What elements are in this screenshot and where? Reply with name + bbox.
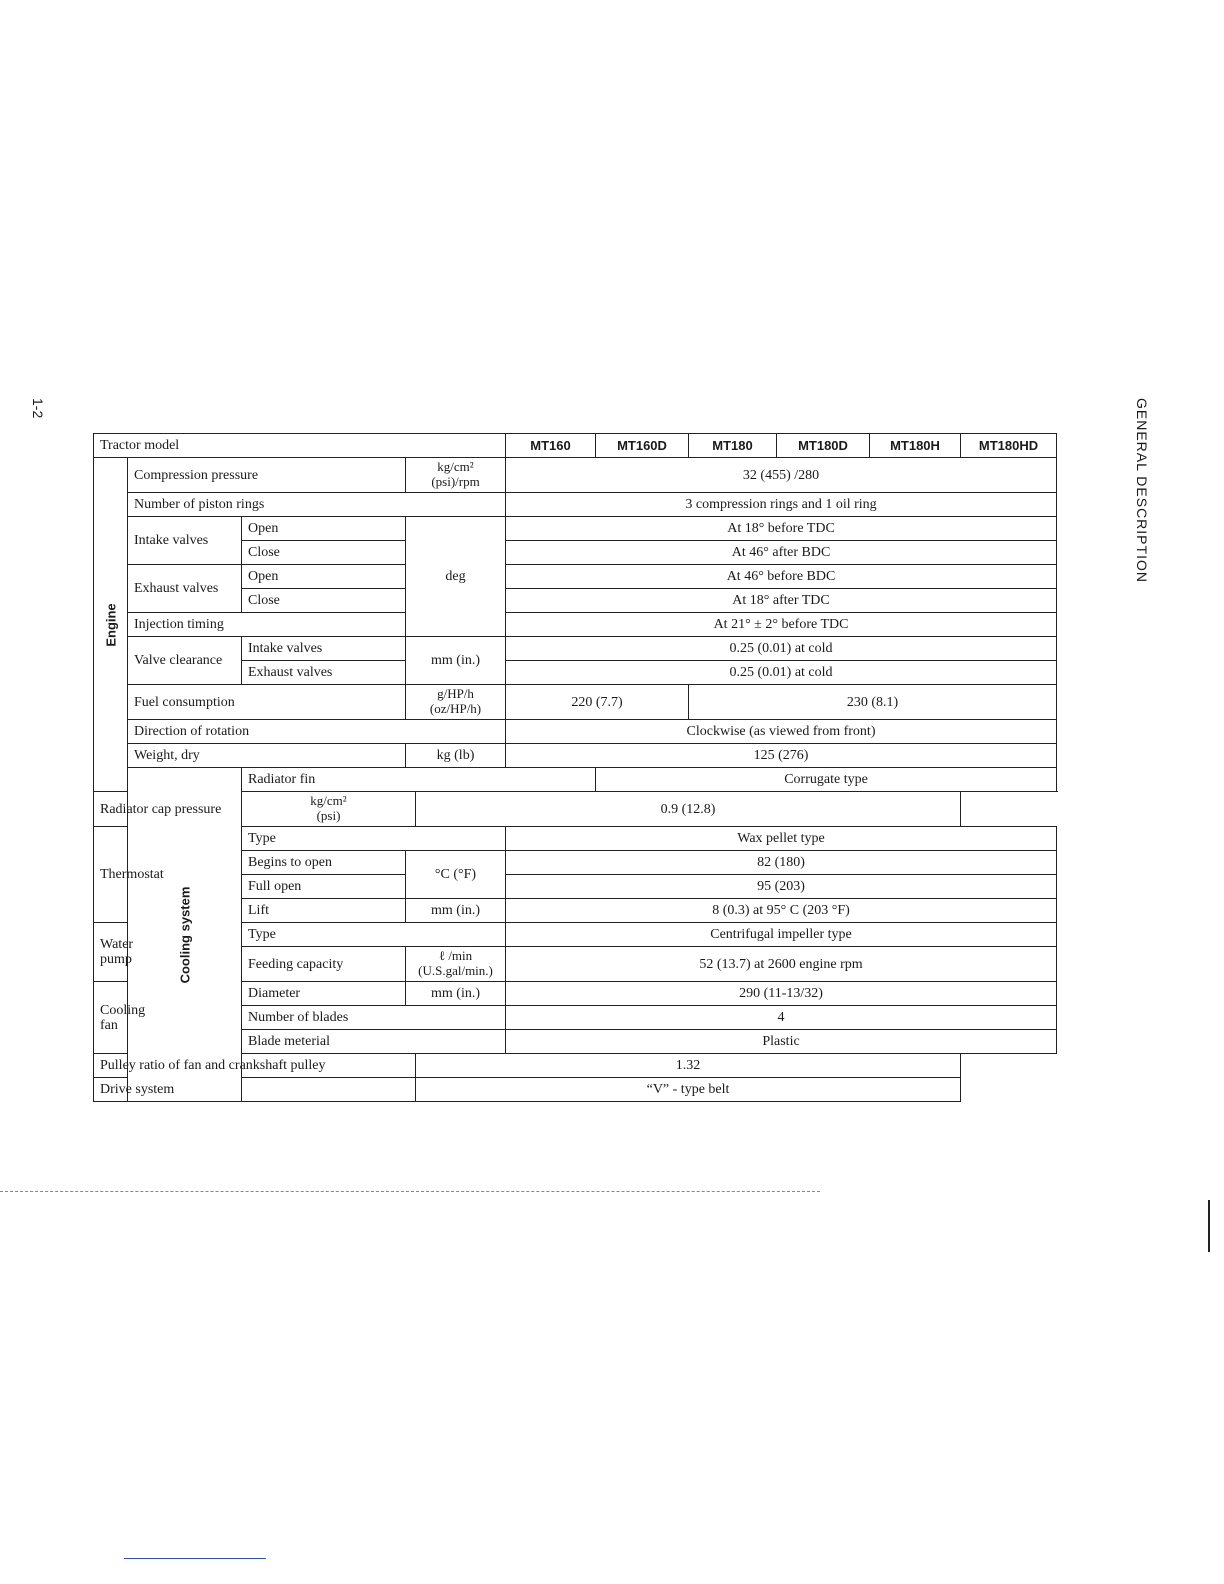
engine-section bbox=[94, 458, 128, 792]
unit-cell: mm (in.) bbox=[406, 982, 506, 1006]
unit-cell: mm (in.) bbox=[406, 899, 506, 923]
sub-label: Blade meterial bbox=[242, 1030, 506, 1054]
value-cell: 52 (13.7) at 2600 engine rpm bbox=[506, 947, 1057, 982]
row-label: Direction of rotation bbox=[128, 720, 506, 744]
sub-label: Exhaust valves bbox=[242, 661, 406, 685]
unit-cell bbox=[406, 947, 506, 982]
table-row bbox=[94, 613, 1057, 637]
model-header: MT180 bbox=[689, 434, 777, 458]
value-cell: 230 (8.1) bbox=[689, 685, 1057, 720]
cooling-section bbox=[128, 768, 242, 1102]
table-row bbox=[94, 720, 1057, 744]
sub-label: Type bbox=[242, 923, 506, 947]
row-label: Valve clearance bbox=[128, 637, 242, 685]
unit-line: kg/cm² bbox=[437, 459, 474, 474]
spec-table bbox=[93, 433, 1057, 1102]
model-header: MT180HD bbox=[961, 434, 1057, 458]
unit-line: (psi) bbox=[316, 808, 341, 823]
unit-cell: mm (in.) bbox=[406, 637, 506, 685]
table-row bbox=[94, 685, 1057, 720]
value-cell: Wax pellet type bbox=[506, 827, 1057, 851]
header-row bbox=[94, 434, 1057, 458]
value-cell: Centrifugal impeller type bbox=[506, 923, 1057, 947]
unit-line: (U.S.gal/min.) bbox=[418, 963, 493, 978]
table-row bbox=[94, 458, 1057, 493]
row-label: Drive system bbox=[94, 1078, 416, 1102]
value-cell: 82 (180) bbox=[506, 851, 1057, 875]
sub-label: Full open bbox=[242, 875, 406, 899]
row-label: Cooling fan bbox=[94, 982, 128, 1054]
row-label: Fuel consumption bbox=[128, 685, 406, 720]
unit-cell: °C (°F) bbox=[406, 851, 506, 899]
sub-label: Diameter bbox=[242, 982, 406, 1006]
margin-mark bbox=[1208, 1200, 1210, 1252]
footer-line bbox=[124, 1558, 266, 1559]
value-cell: 32 (455) /280 bbox=[506, 458, 1057, 493]
unit-line: g/HP/h bbox=[437, 686, 474, 701]
sub-label: Begins to open bbox=[242, 851, 406, 875]
table-row bbox=[94, 565, 1057, 589]
engine-section-label: Engine bbox=[103, 602, 118, 647]
row-label: Weight, dry bbox=[128, 744, 406, 768]
unit-cell bbox=[406, 685, 506, 720]
unit-line: kg/cm² bbox=[310, 793, 347, 808]
sub-label: Open bbox=[242, 517, 406, 541]
unit-cell bbox=[242, 792, 416, 827]
unit-line: ℓ /min bbox=[438, 948, 473, 963]
value-cell: Corrugate type bbox=[596, 768, 1057, 792]
scan-rule-line bbox=[0, 1191, 820, 1192]
value-cell: 0.25 (0.01) at cold bbox=[506, 637, 1057, 661]
row-label: Pulley ratio of fan and crankshaft pulley bbox=[94, 1054, 416, 1078]
value-cell: “V” - type belt bbox=[416, 1078, 961, 1102]
value-cell: At 18° before TDC bbox=[506, 517, 1057, 541]
sub-label: Close bbox=[242, 589, 406, 613]
value-cell: 1.32 bbox=[416, 1054, 961, 1078]
value-cell: 95 (203) bbox=[506, 875, 1057, 899]
model-header: MT180D bbox=[777, 434, 870, 458]
table-row bbox=[94, 637, 1057, 661]
value-cell: Clockwise (as viewed from front) bbox=[506, 720, 1057, 744]
model-header: MT180H bbox=[870, 434, 961, 458]
value-cell: At 46° after BDC bbox=[506, 541, 1057, 565]
section-title: GENERAL DESCRIPTION bbox=[1134, 398, 1150, 583]
value-cell: 0.25 (0.01) at cold bbox=[506, 661, 1057, 685]
sub-label: Type bbox=[242, 827, 506, 851]
unit-cell: kg (lb) bbox=[406, 744, 506, 768]
value-cell: 0.9 (12.8) bbox=[416, 792, 961, 827]
value-cell: At 21° ± 2° before TDC bbox=[506, 613, 1057, 637]
unit-line: (oz/HP/h) bbox=[429, 701, 482, 716]
value-cell: 290 (11-13/32) bbox=[506, 982, 1057, 1006]
row-label: Number of piston rings bbox=[128, 493, 506, 517]
value-cell: 8 (0.3) at 95° C (203 °F) bbox=[506, 899, 1057, 923]
row-label: Exhaust valves bbox=[128, 565, 242, 613]
table-row bbox=[94, 768, 1057, 792]
row-label: Injection timing bbox=[128, 613, 406, 637]
row-label: Radiator fin bbox=[242, 768, 596, 792]
header-label: Tractor model bbox=[94, 434, 506, 458]
table-row bbox=[94, 517, 1057, 541]
sub-label: Number of blades bbox=[242, 1006, 506, 1030]
value-cell: 125 (276) bbox=[506, 744, 1057, 768]
model-header: MT160D bbox=[596, 434, 689, 458]
value-cell: Plastic bbox=[506, 1030, 1057, 1054]
sub-label: Feeding capacity bbox=[242, 947, 406, 982]
table-row bbox=[94, 744, 1057, 768]
value-cell: 220 (7.7) bbox=[506, 685, 689, 720]
unit-cell bbox=[406, 458, 506, 493]
cooling-section-label: Cooling system bbox=[177, 886, 192, 983]
sub-label: Open bbox=[242, 565, 406, 589]
row-label: Thermostat bbox=[94, 827, 128, 923]
unit-line: (psi)/rpm bbox=[431, 474, 480, 489]
sub-label: Lift bbox=[242, 899, 406, 923]
row-label: Compression pressure bbox=[128, 458, 406, 493]
row-label: Water pump bbox=[94, 923, 128, 982]
row-label: Radiator cap pressure bbox=[94, 792, 242, 827]
value-cell: 3 compression rings and 1 oil ring bbox=[506, 493, 1057, 517]
page-number: 1-2 bbox=[30, 398, 46, 419]
table-row bbox=[94, 493, 1057, 517]
model-header: MT160 bbox=[506, 434, 596, 458]
value-cell: At 18° after TDC bbox=[506, 589, 1057, 613]
value-cell: At 46° before BDC bbox=[506, 565, 1057, 589]
sub-label: Close bbox=[242, 541, 406, 565]
row-label: Intake valves bbox=[128, 517, 242, 565]
value-cell: 4 bbox=[506, 1006, 1057, 1030]
unit-cell: deg bbox=[406, 517, 506, 637]
sub-label: Intake valves bbox=[242, 637, 406, 661]
